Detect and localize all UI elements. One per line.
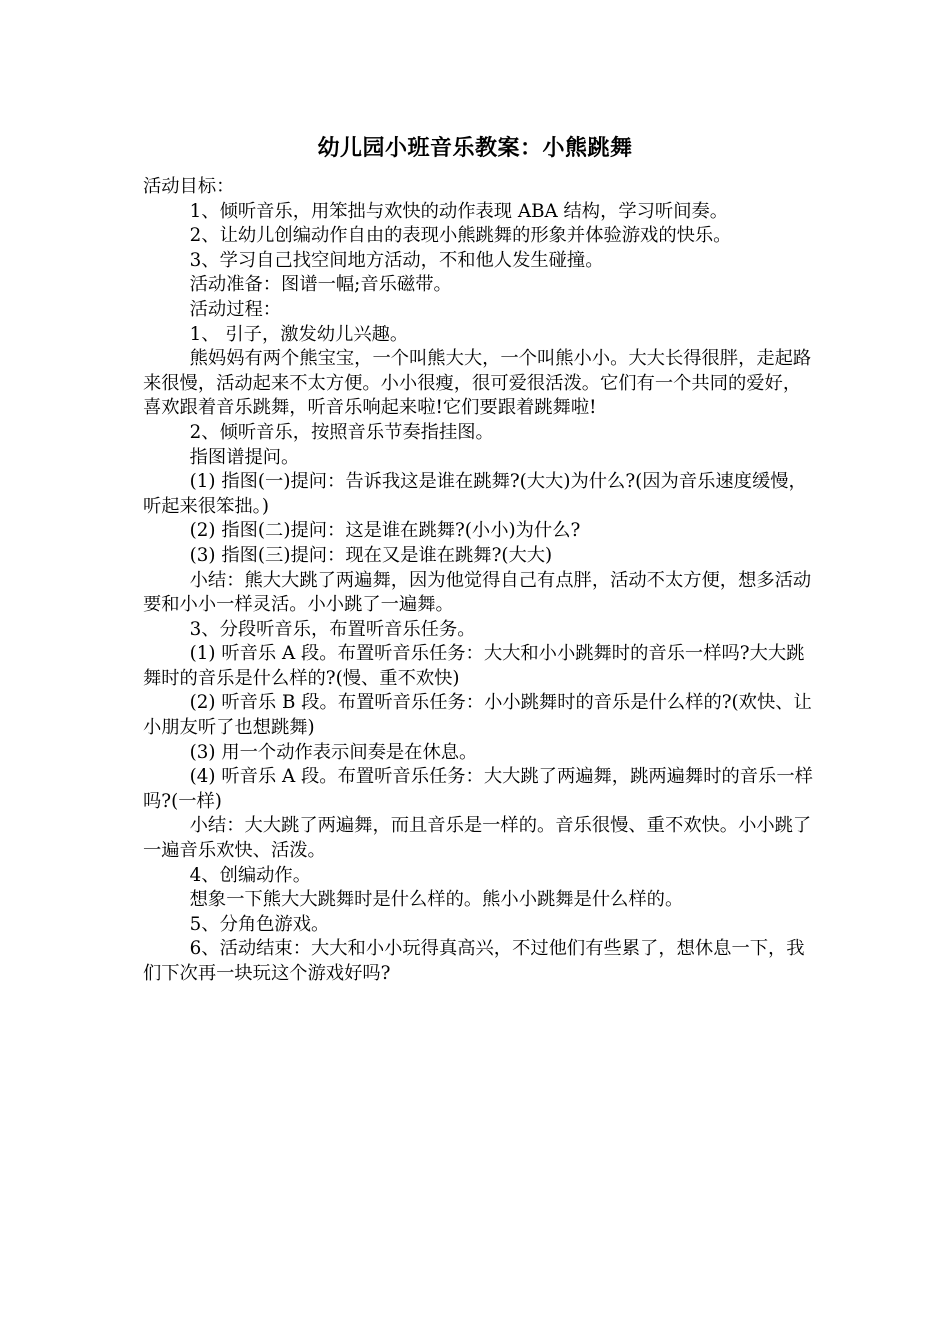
preparation-paragraph: 活动准备：图谱一幅;音乐磁带。 — [189, 274, 452, 296]
section-heading-goals: 活动目标： — [143, 176, 235, 197]
process-step-1: 1、 引子，激发幼儿兴趣。 — [189, 323, 409, 345]
document-body — [143, 175, 813, 987]
goal-item-3: 3、学习自己找空间地方活动，不和他人发生碰撞。 — [189, 249, 604, 271]
paragraph: 想象一下熊大大跳舞时是什么样的。熊小小跳舞是什么样的。 — [189, 889, 684, 911]
process-step-4: 4、创编动作。 — [189, 864, 311, 886]
task-item: (2) 听音乐 B 段。布置听音乐任务：小小跳舞时的音乐是什么样的?(欢快、让小朋友听了也想跳舞) — [143, 692, 812, 739]
task-item: (1) 听音乐 A 段。布置听音乐任务：大大和小小跳舞时的音乐一样吗?大大跳舞时的音乐是什么样的?(慢、重不欢快) — [143, 643, 805, 689]
question-item: (2) 指图(二)提问：这是谁在跳舞?(小小)为什么? — [189, 520, 581, 542]
process-step-2: 2、倾听音乐，按照音乐节奏指挂图。 — [189, 421, 494, 443]
paragraph: 指图谱提问。 — [189, 446, 300, 468]
story-paragraph: 熊妈妈有两个熊宝宝，一个叫熊大大，一个叫熊小小。大大长得很胖，走起路来很慢，活动起来不太方便。小小很瘦，很可爱很活泼。它们有一个共同的爱好，喜欢跟着音乐跳舞，听音乐响起来啦!它们要跟着跳舞啦! — [143, 348, 812, 419]
question-item: (3) 指图(三)提问：现在又是谁在跳舞?(大大) — [189, 544, 553, 566]
goal-item-1: 1、倾听音乐，用笨拙与欢快的动作表现 ABA 结构，学习听间奏。 — [189, 200, 729, 222]
document-title: 幼儿园小班音乐教案：小熊跳舞 — [317, 136, 633, 161]
goal-item-2: 2、让幼儿创编动作自由的表现小熊跳舞的形象并体验游戏的快乐。 — [189, 225, 732, 247]
process-step-5: 5、分角色游戏。 — [189, 913, 330, 935]
summary-paragraph: 小结：熊大大跳了两遍舞，因为他觉得自己有点胖，活动不太方便，想多活动要和小小一样灵活。小小跳了一遍舞。 — [143, 569, 812, 616]
section-heading-process: 活动过程： — [189, 298, 282, 320]
task-item: (3) 用一个动作表示间奏是在休息。 — [189, 741, 478, 763]
summary-paragraph: 小结：大大跳了两遍舞，而且音乐是一样的。音乐很慢、重不欢快。小小跳了一遍音乐欢快、活泼。 — [143, 815, 812, 862]
process-step-3: 3、分段听音乐，布置听音乐任务。 — [189, 618, 476, 640]
question-item: (1) 指图(一)提问：告诉我这是谁在跳舞?(大大)为什么?(因为音乐速度缓慢，听起来很笨拙。) — [143, 471, 807, 517]
task-item: (4) 听音乐 A 段。布置听音乐任务：大大跳了两遍舞，跳两遍舞时的音乐一样吗?(一样) — [143, 766, 813, 812]
process-step-6: 6、活动结束：大大和小小玩得真高兴，不过他们有些累了，想休息一下，我们下次再一块玩这个游戏好吗? — [143, 938, 805, 984]
